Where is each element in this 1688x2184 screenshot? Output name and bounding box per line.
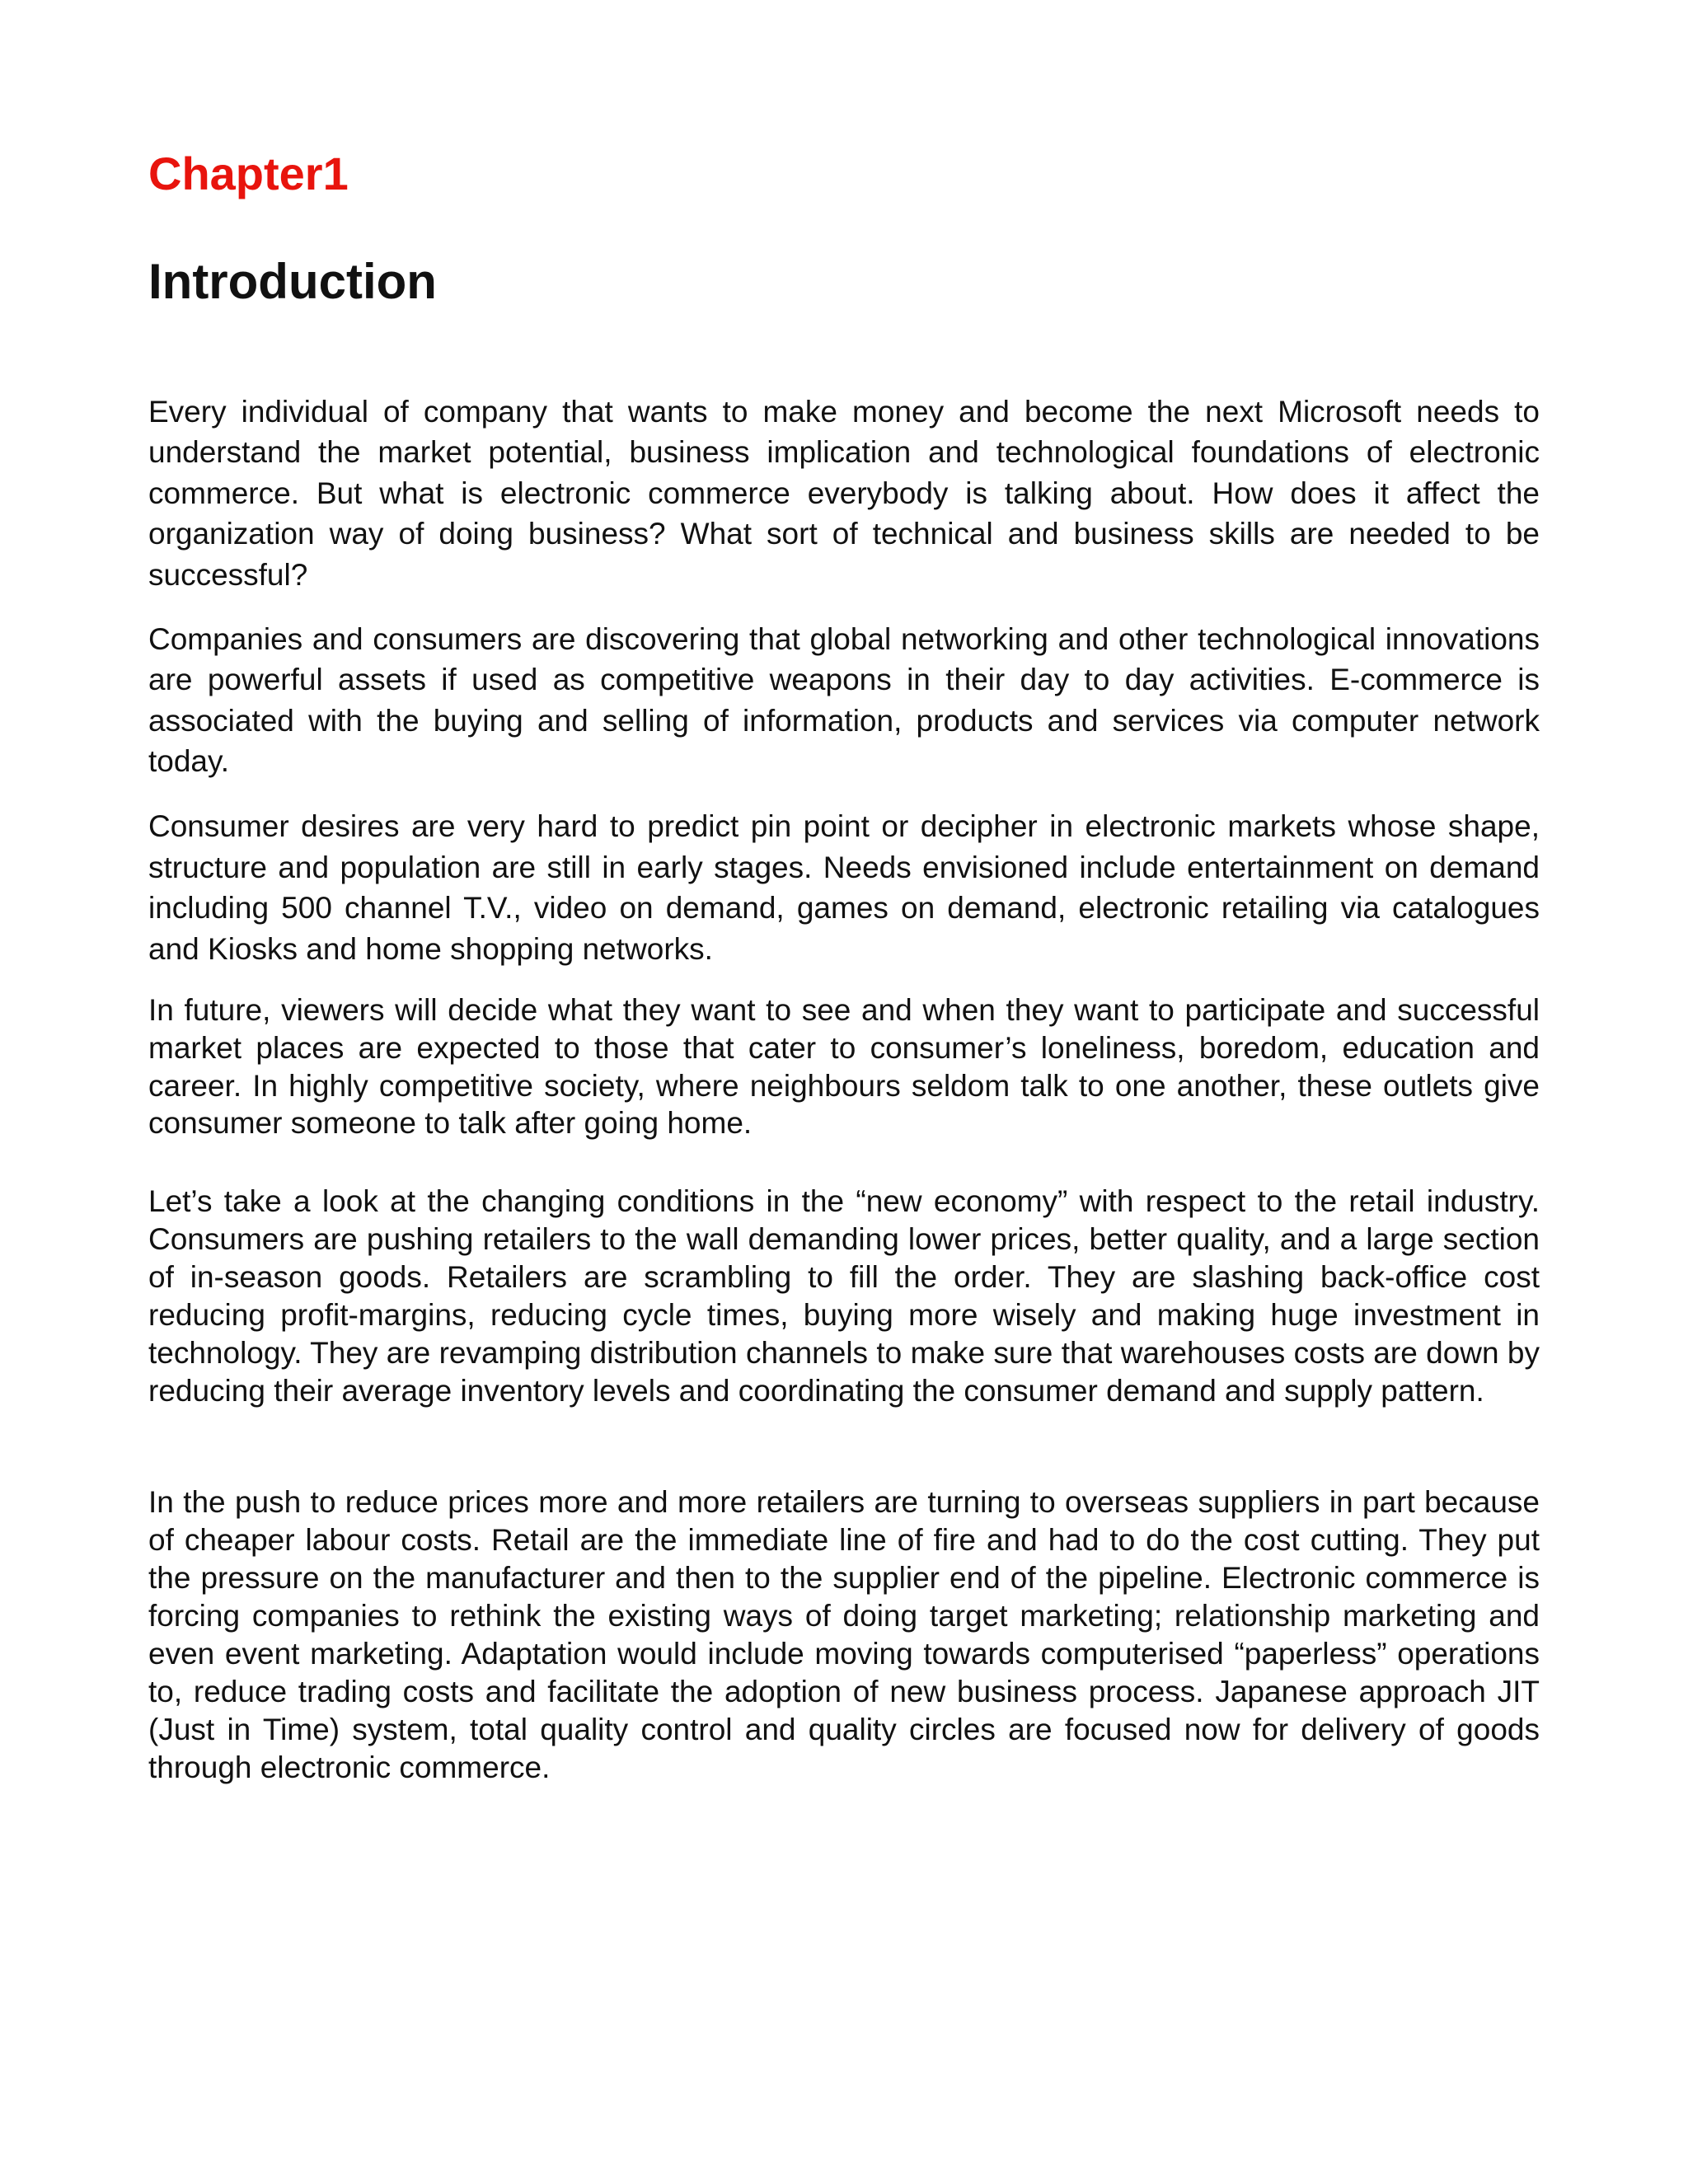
paragraph-3: Consumer desires are very hard to predict pin point or decipher in electronic markets whose shape, structure and population are still in early stages. Needs envisioned include entertainment on demand including 500 channel T.V., video on demand, games on demand, electronic retailing via catalogues and Kiosks and home shopping networks. xyxy=(148,809,1540,966)
paragraph-4: In future, viewers will decide what they want to see and when they want to participate and successful market places are expected to those that cater to consumer’s loneliness, boredom, education and career. In highly competitive society, where neighbours seldom talk to one another, these outlets give consumer someone to talk after going home. xyxy=(148,993,1540,1141)
page-title: Introduction xyxy=(148,254,437,309)
paragraph-1: Every individual of company that wants to make money and become the next Microsoft needs to understand the market potential, business implication and technological foundations of electronic commerce. But what is electronic commerce everybody is talking about. How does it affect the organization way of doing business? What sort of technical and business skills are needed to be successful? xyxy=(148,395,1540,592)
chapter-label: Chapter1 xyxy=(148,148,349,199)
paragraph-5: Let’s take a look at the changing conditions in the “new economy” with respect to the retail industry. Consumers are pushing retailers to the wall demanding lower prices, better quality, and a large section of in-season goods. Retailers are scrambling to fill the order. They are slashing back-office cost reducing profit-margins, reducing cycle times, buying more wisely and making huge investment in technology. They are revamping distribution channels to make sure that warehouses costs are down by reducing their average inventory levels and coordinating the consumer demand and supply pattern. xyxy=(148,1184,1540,1408)
paragraph-2: Companies and consumers are discovering that global networking and other technological innovations are powerful assets if used as competitive weapons in their day to day activities. E-commerce is associated with the buying and selling of information, products and services via computer network today. xyxy=(148,622,1540,779)
paragraph-6: In the push to reduce prices more and more retailers are turning to overseas suppliers in part because of cheaper labour costs. Retail are the immediate line of fire and had to do the cost cutting. They put the pressure on the manufacturer and then to the supplier end of the pipeline. Electronic commerce is forcing companies to rethink the existing ways of doing target marketing; relationship marketing and even event marketing. Adaptation would include moving towards computerised “paperless” operations to, reduce trading costs and facilitate the adoption of new business process. Japanese approach JIT (Just in Time) system, total quality control and quality circles are focused now for delivery of goods through electronic commerce. xyxy=(148,1485,1540,1784)
